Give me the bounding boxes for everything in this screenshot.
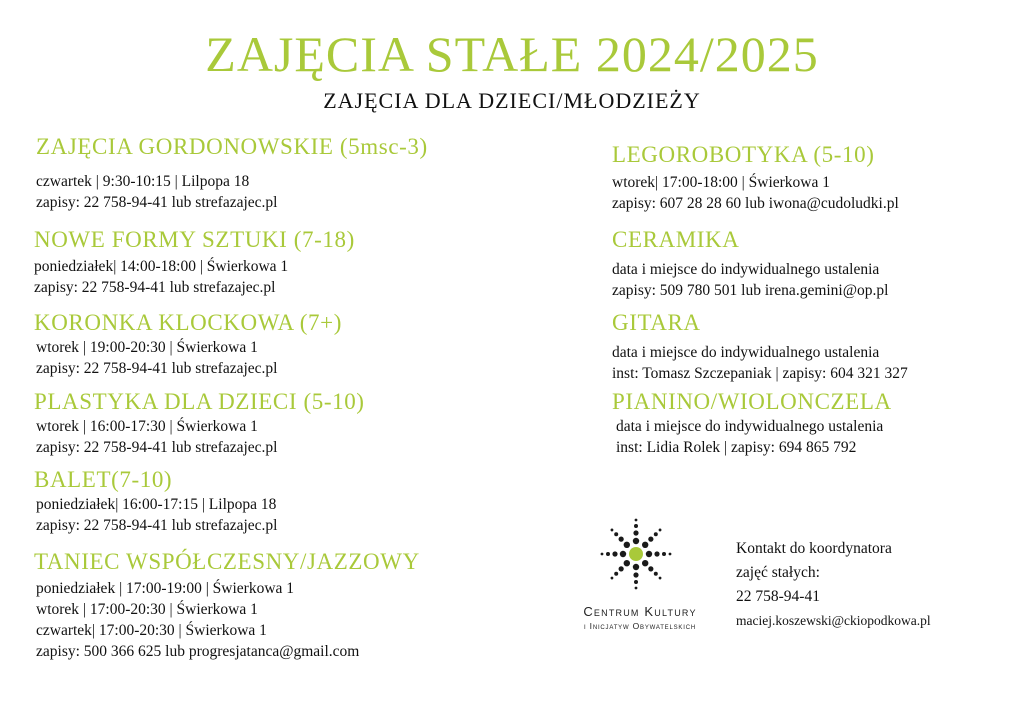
logo-dot [634, 524, 638, 528]
logo-dot [633, 530, 638, 535]
section-heading: LEGOROBOTYKA (5-10) [612, 142, 875, 167]
signup-line: zapisy: 500 366 625 lub progresjatanca@gmail.com [36, 643, 360, 660]
logo-dot [620, 551, 626, 557]
logo-dot [648, 566, 653, 571]
section-balet [34, 466, 277, 536]
signup-line: zapisy: 22 758-94-41 lub strefazajec.pl [36, 517, 278, 534]
logo-dot [633, 564, 639, 570]
logo-name: Centrum Kultury [583, 604, 697, 619]
section-heading: TANIEC WSPÓŁCZESNY/JAZZOWY [34, 549, 420, 574]
logo-dot [634, 580, 638, 584]
section-heading: PIANINO/WIOLONCZELA [612, 389, 892, 414]
section-heading: CERAMIKA [612, 227, 740, 252]
logo-dot [633, 572, 638, 577]
schedule-line: data i miejsce do indywidualnego ustalenia [612, 261, 880, 278]
section-nowe-formy [34, 226, 355, 298]
logo-dot [642, 560, 648, 566]
logo-dot [624, 542, 630, 548]
schedule-line: data i miejsce do indywidualnego ustalenia [612, 344, 880, 361]
logo-dot [648, 537, 653, 542]
logo-dot [611, 529, 614, 532]
logo-dot [614, 572, 618, 576]
signup-line: zapisy: 22 758-94-41 lub strefazajec.pl [36, 194, 278, 211]
contact-label: Kontakt do koordynatora [736, 540, 892, 557]
signup-line: zapisy: 509 780 501 lub irena.gemini@op.pl [612, 282, 889, 299]
schedule-line: wtorek | 16:00-17:30 | Świerkowa 1 [36, 418, 258, 435]
logo-dot [659, 577, 662, 580]
contact-phone: 22 758-94-41 [736, 588, 820, 605]
section-pianino [612, 388, 892, 458]
section-ceramika [612, 226, 888, 301]
logo-dot [601, 553, 604, 556]
section-heading: ZAJĘCIA GORDONOWSKIE (5msc-3) [36, 134, 428, 159]
logo-dot [619, 537, 624, 542]
section-taniec [34, 548, 420, 662]
logo-dot [614, 532, 618, 536]
section-heading: KORONKA KLOCKOWA (7+) [34, 310, 342, 335]
section-heading: NOWE FORMY SZTUKI (7-18) [34, 227, 355, 252]
page-title: ZAJĘCIA STAŁE 2024/2025 [205, 26, 819, 82]
signup-line: zapisy: 607 28 28 60 lub iwona@cudoludki.pl [612, 195, 899, 212]
logo-dot [642, 542, 648, 548]
schedule-line: czwartek| 17:00-20:30 | Świerkowa 1 [36, 622, 267, 639]
schedule-line: wtorek| 17:00-18:00 | Świerkowa 1 [612, 174, 831, 191]
schedule-line: data i miejsce do indywidualnego ustalenia [616, 418, 884, 435]
signup-line: inst: Tomasz Szczepaniak | zapisy: 604 321 327 [612, 365, 908, 382]
section-plastyka [34, 388, 365, 458]
section-heading: BALET(7-10) [34, 467, 173, 492]
logo-dot [662, 552, 666, 556]
schedule-line: poniedziałek| 14:00-18:00 | Świerkowa 1 [34, 258, 289, 275]
signup-line: zapisy: 22 758-94-41 lub strefazajec.pl [34, 279, 276, 296]
schedule-line: poniedziałek | 17:00-19:00 | Świerkowa 1 [36, 580, 295, 597]
logo-dot [611, 577, 614, 580]
schedule-line: wtorek | 19:00-20:30 | Świerkowa 1 [36, 339, 258, 356]
logo-dot [635, 519, 638, 522]
signup-line: zapisy: 22 758-94-41 lub strefazajec.pl [36, 360, 278, 377]
schedule-line: czwartek | 9:30-10:15 | Lilpopa 18 [36, 173, 250, 190]
logo-dot [659, 529, 662, 532]
logo-dot [624, 560, 630, 566]
contact-email: maciej.koszewski@ckiopodkowa.pl [736, 613, 931, 628]
coordinator-contact [736, 537, 931, 633]
logo-subname: i Inicjatyw Obywatelskich [584, 621, 696, 631]
signup-line: zapisy: 22 758-94-41 lub strefazajec.pl [36, 439, 278, 456]
schedule-line: poniedziałek| 16:00-17:15 | Lilpopa 18 [36, 496, 277, 513]
logo-dot [633, 538, 639, 544]
logo-dot [635, 587, 638, 590]
section-gitara [612, 309, 908, 384]
contact-label-2: zajęć stałych: [736, 564, 820, 581]
logo-dot [654, 572, 658, 576]
logo-dot [669, 553, 672, 556]
section-heading: PLASTYKA DLA DZIECI (5-10) [34, 389, 365, 414]
logo-dot [619, 566, 624, 571]
section-koronka [34, 309, 342, 379]
section-heading: GITARA [612, 310, 701, 335]
section-gordonowskie [36, 133, 428, 213]
schedule-line: wtorek | 17:00-20:30 | Świerkowa 1 [36, 601, 258, 618]
logo-dot [612, 551, 617, 556]
signup-line: inst: Lidia Rolek | zapisy: 694 865 792 [616, 439, 857, 456]
logo-dot [654, 532, 658, 536]
logo-dot [646, 551, 652, 557]
logo-dot [654, 551, 659, 556]
section-legorobotyka [612, 141, 899, 214]
page-subtitle: ZAJĘCIA DLA DZIECI/MŁODZIEŻY [323, 88, 701, 113]
logo-dot [606, 552, 610, 556]
